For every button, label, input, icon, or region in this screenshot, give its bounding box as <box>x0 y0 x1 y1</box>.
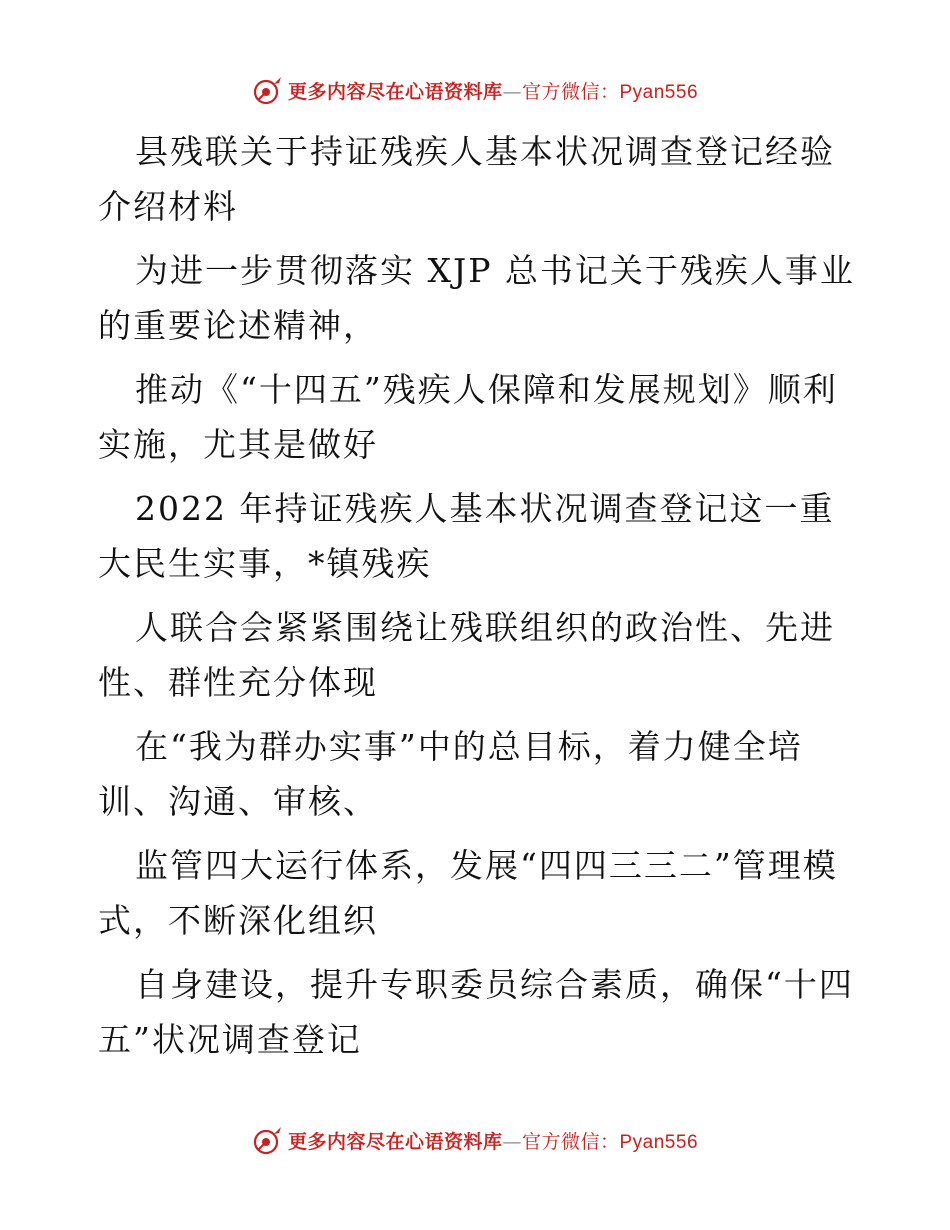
watermark-wechat-id: Pyan556 <box>619 81 699 103</box>
paragraph: 县残联关于持证残疾人基本状况调查登记经验介绍材料 <box>98 132 835 226</box>
watermark-header <box>0 72 950 108</box>
paragraph: 人联合会紧紧围绕让残联组织的政治性、先进性、群性充分体现 <box>98 608 835 702</box>
watermark-site-text: 更多内容尽在心语资料库 <box>287 80 503 103</box>
watermark-wechat-label: 官方微信： <box>521 80 620 103</box>
paragraph: 推动《“十四五”残疾人保障和发展规划》顺利实施，尤其是做好 <box>98 370 838 464</box>
paragraph: 自身建设，提升专职委员综合素质，确保“十四五”状况调查登记 <box>98 965 854 1059</box>
document-body <box>98 124 858 1076</box>
quill-logo-icon <box>252 1124 284 1156</box>
paragraph: 2022 年持证残疾人基本状况调查登记这一重大民生实事，*镇残疾 <box>98 489 835 583</box>
paragraph: 为进一步贯彻落实 XJP 总书记关于残疾人事业的重要论述精神， <box>98 251 855 345</box>
watermark-wechat-label: 官方微信： <box>521 1130 620 1153</box>
watermark-footer <box>0 1122 950 1158</box>
paragraph: 在“我为群办实事”中的总目标，着力健全培训、沟通、审核、 <box>98 727 803 821</box>
paragraph: 监管四大运行体系，发展“四四三三二”管理模式，不断深化组织 <box>98 846 838 940</box>
watermark-dash: — <box>502 1130 522 1153</box>
watermark-dash: — <box>502 80 522 103</box>
watermark-site-text: 更多内容尽在心语资料库 <box>287 1130 503 1153</box>
quill-logo-icon <box>252 74 284 106</box>
watermark-wechat-id: Pyan556 <box>619 1131 699 1153</box>
